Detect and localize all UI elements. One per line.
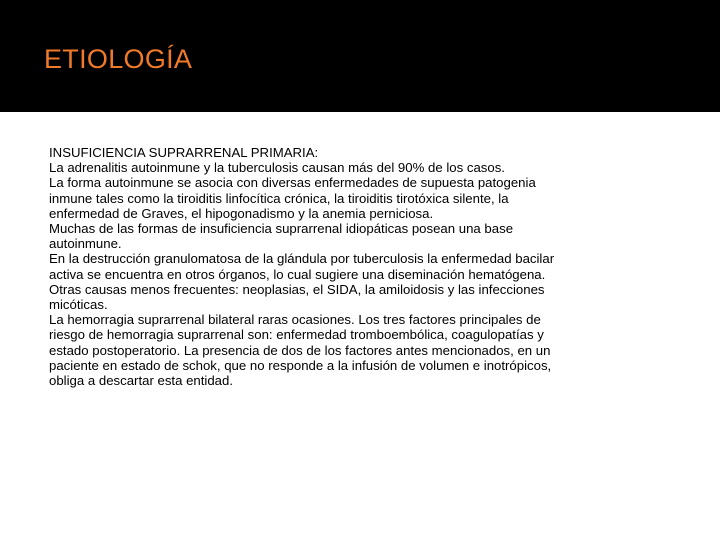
slide-header bbox=[0, 0, 720, 112]
body-line: enfermedad de Graves, el hipogonadismo y la anemia perniciosa. bbox=[49, 205, 434, 221]
body-line: INSUFICIENCIA SUPRARRENAL PRIMARIA: bbox=[49, 145, 319, 160]
body-line: activa se encuentra en otros órganos, lo cual sugiere una diseminación hematógena. bbox=[49, 266, 546, 282]
slide-body bbox=[49, 145, 669, 388]
body-line: En la destrucción granulomatosa de la glándula por tuberculosis la enfermedad bacilar bbox=[49, 251, 555, 267]
body-line: La forma autoinmune se asocia con diversas enfermedades de supuesta patogenia bbox=[49, 175, 536, 191]
body-line: inmune tales como la tiroiditis linfocítica crónica, la tiroiditis tirotóxica silente, la bbox=[49, 190, 509, 206]
body-line: paciente en estado de schok, que no responde a la infusión de volumen e inotrópicos, bbox=[49, 357, 552, 373]
body-line: riesgo de hemorragia suprarrenal son: enfermedad tromboembólica, coagulopatías y bbox=[49, 327, 544, 343]
body-line: La hemorragia suprarrenal bilateral raras ocasiones. Los tres factores principales de bbox=[49, 312, 541, 328]
body-line: La adrenalitis autoinmune y la tuberculosis causan más del 90% de los casos. bbox=[49, 160, 505, 176]
body-line: micóticas. bbox=[49, 297, 108, 313]
body-line: estado postoperatorio. La presencia de dos de los factores antes mencionados, en un bbox=[49, 342, 551, 358]
slide-title: ETIOLOGÍA bbox=[44, 44, 193, 74]
body-line: Otras causas menos frecuentes: neoplasias, el SIDA, la amiloidosis y las infecciones bbox=[49, 281, 545, 297]
body-line: Muchas de las formas de insuficiencia suprarrenal idiopáticas posean una base bbox=[49, 221, 514, 237]
body-line: autoinmune. bbox=[49, 236, 122, 252]
body-line: obliga a descartar esta entidad. bbox=[49, 373, 234, 389]
